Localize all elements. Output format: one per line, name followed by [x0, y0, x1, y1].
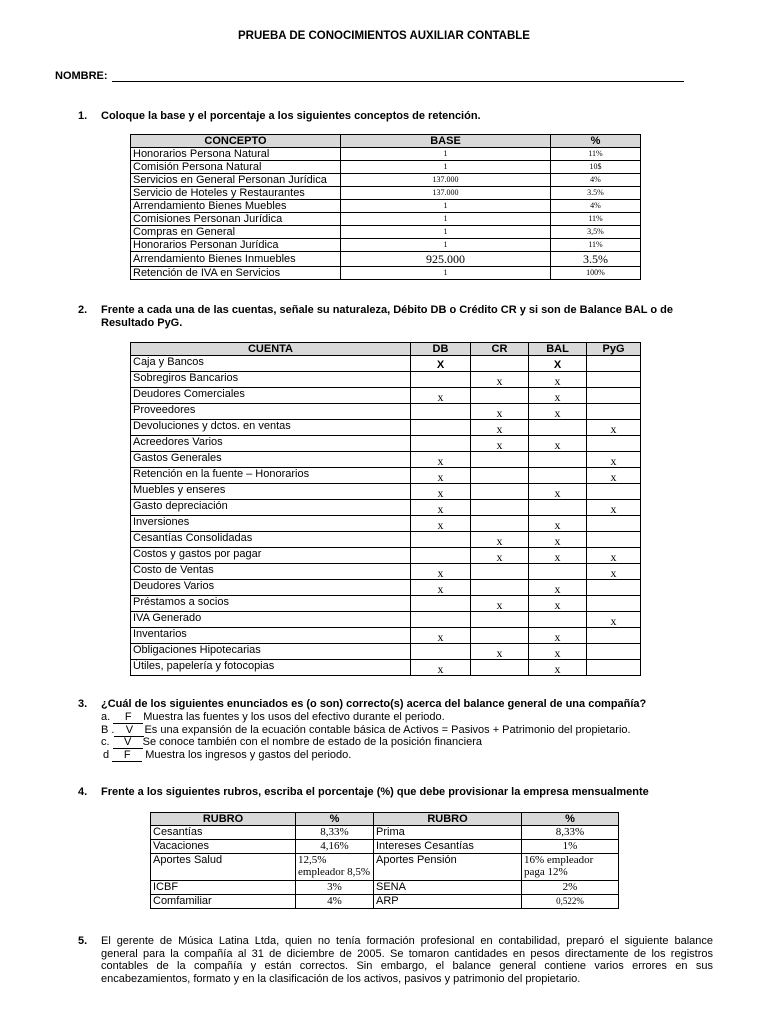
table-row	[131, 404, 641, 420]
table-row	[131, 436, 641, 452]
mark-cell[interactable]: x	[471, 644, 529, 660]
mark-cell[interactable]: x	[411, 660, 471, 676]
mark-cell[interactable]: X	[529, 356, 587, 372]
table-row	[131, 548, 641, 564]
concept-cell: Servicio de Hoteles y Restaurantes	[131, 187, 341, 200]
mark-cell[interactable]: x	[411, 388, 471, 404]
mark-cell[interactable]	[587, 532, 641, 548]
mark-cell[interactable]: x	[529, 660, 587, 676]
column-header: RUBRO	[374, 813, 522, 826]
mark-cell[interactable]: x	[411, 564, 471, 580]
column-header: PyG	[587, 343, 641, 356]
table-header-row	[131, 135, 641, 148]
account-cell: Proveedores	[131, 404, 411, 420]
mark-cell[interactable]	[587, 596, 641, 612]
concept-cell: Honorarios Persona Natural	[131, 148, 341, 161]
mark-cell[interactable]	[587, 404, 641, 420]
option-line	[101, 724, 631, 737]
table-row	[131, 239, 641, 252]
mark-cell[interactable]	[587, 628, 641, 644]
mark-cell[interactable]: x	[471, 548, 529, 564]
percent-cell[interactable]: 4%	[551, 200, 641, 213]
column-header: CONCEPTO	[131, 135, 341, 148]
q3-text: ¿Cuál de los siguientes enunciados es (o son) correcto(s) acerca del balance general de una compañía?	[101, 698, 647, 710]
mark-cell[interactable]	[471, 564, 529, 580]
account-cell: Retención en la fuente – Honorarios	[131, 468, 411, 484]
mark-cell[interactable]: x	[411, 580, 471, 596]
percent-cell[interactable]: 10$	[551, 161, 641, 174]
q1-number: 1.	[78, 110, 88, 122]
account-cell: Deudores Comerciales	[131, 388, 411, 404]
mark-cell[interactable]: x	[471, 596, 529, 612]
mark-cell[interactable]	[471, 484, 529, 500]
mark-cell[interactable]	[587, 644, 641, 660]
mark-cell[interactable]	[587, 484, 641, 500]
mark-cell[interactable]	[411, 548, 471, 564]
table-row	[131, 580, 641, 596]
paragraph-line: encabezamientos, formato y en la clasificación de los activos, pasivos y patrimonio del propietario.	[101, 972, 581, 985]
mark-cell[interactable]: x	[529, 580, 587, 596]
q5-number: 5.	[78, 935, 88, 947]
base-cell[interactable]: 1	[341, 226, 551, 239]
table-row	[131, 372, 641, 388]
mark-cell[interactable]	[471, 388, 529, 404]
mark-cell[interactable]	[587, 388, 641, 404]
base-cell[interactable]: 1	[341, 200, 551, 213]
percent-cell[interactable]: 3.5%	[551, 252, 641, 267]
table-header-row	[131, 343, 641, 356]
column-header: RUBRO	[151, 813, 296, 826]
q2-text-line2: Resultado PyG.	[101, 317, 183, 329]
option-prefix: d	[103, 748, 113, 761]
table-row	[151, 854, 619, 881]
mark-cell[interactable]	[529, 468, 587, 484]
table-row	[131, 612, 641, 628]
mark-cell[interactable]: x	[529, 596, 587, 612]
mark-cell[interactable]	[587, 660, 641, 676]
column-header: %	[522, 813, 619, 826]
account-cell: IVA Generado	[131, 612, 411, 628]
mark-cell[interactable]: x	[471, 436, 529, 452]
base-cell[interactable]: 1	[341, 161, 551, 174]
percent-cell[interactable]: 3,5%	[551, 226, 641, 239]
account-cell: Acreedores Varios	[131, 436, 411, 452]
paragraph-line: contables de la compañía y están correctos. Sin embargo, el balance general contiene varios errores en sus	[101, 960, 713, 972]
item-cell: ARP	[374, 895, 522, 909]
concept-cell: Comisiones Personan Jurídica	[131, 213, 341, 226]
account-cell: Deudores Varios	[131, 580, 411, 596]
item-cell: ICBF	[151, 881, 296, 895]
q3-number: 3.	[78, 698, 88, 710]
table-row	[131, 420, 641, 436]
option-prefix: a.	[101, 711, 114, 723]
mark-cell[interactable]	[529, 564, 587, 580]
column-header: BAL	[529, 343, 587, 356]
mark-cell[interactable]	[411, 612, 471, 628]
mark-cell[interactable]	[471, 452, 529, 468]
mark-cell[interactable]	[471, 356, 529, 372]
column-header: DB	[411, 343, 471, 356]
base-cell[interactable]: 1	[341, 148, 551, 161]
mark-cell[interactable]	[587, 356, 641, 372]
percent-cell[interactable]: 8,33%	[522, 826, 619, 840]
paragraph-line: El gerente de Música Latina Ltda, quien no tenía formación profesional en contabilidad, preparó el siguiente balance	[101, 935, 713, 947]
table-row	[131, 452, 641, 468]
mark-cell[interactable]: x	[587, 420, 641, 436]
mark-cell[interactable]	[411, 372, 471, 388]
item-cell: Prima	[374, 826, 522, 840]
account-cell: Costo de Ventas	[131, 564, 411, 580]
base-cell[interactable]: 1	[341, 213, 551, 226]
table-row	[131, 532, 641, 548]
table-row	[131, 468, 641, 484]
option-answer[interactable]: V	[113, 737, 143, 749]
account-cell: Caja y Bancos	[131, 356, 411, 372]
concept-cell: Comisión Persona Natural	[131, 161, 341, 174]
mark-cell[interactable]: x	[587, 452, 641, 468]
mark-cell[interactable]	[471, 516, 529, 532]
mark-cell[interactable]	[529, 420, 587, 436]
percent-cell[interactable]: 0,522%	[522, 895, 619, 909]
option-prefix: c.	[101, 736, 113, 748]
mark-cell[interactable]: x	[411, 484, 471, 500]
column-header: %	[296, 813, 374, 826]
table-row	[131, 388, 641, 404]
mark-cell[interactable]: x	[529, 548, 587, 564]
table-row	[131, 161, 641, 174]
column-header: BASE	[341, 135, 551, 148]
mark-cell[interactable]	[411, 404, 471, 420]
table-row	[131, 644, 641, 660]
table-row	[131, 516, 641, 532]
mark-cell[interactable]	[529, 500, 587, 516]
q2-text-line1: Frente a cada una de las cuentas, señale su naturaleza, Débito DB o Crédito CR y si son de Balance BAL o de	[101, 304, 673, 316]
table-row	[131, 213, 641, 226]
mark-cell[interactable]: x	[529, 388, 587, 404]
mark-cell[interactable]: x	[471, 420, 529, 436]
percent-cell[interactable]: 1%	[522, 840, 619, 854]
item-cell: Aportes Salud	[151, 854, 296, 881]
table-row	[131, 484, 641, 500]
table-row	[131, 564, 641, 580]
concept-cell: Arrendamiento Bienes Muebles	[131, 200, 341, 213]
q2-number: 2.	[78, 304, 88, 316]
account-cell: Devoluciones y dctos. en ventas	[131, 420, 411, 436]
item-cell: Intereses Cesantías	[374, 840, 522, 854]
mark-cell[interactable]	[471, 580, 529, 596]
percent-cell[interactable]: 100%	[551, 267, 641, 280]
mark-cell[interactable]	[411, 596, 471, 612]
concept-cell: Servicios en General Personan Jurídica	[131, 174, 341, 187]
page-title: PRUEBA DE CONOCIMIENTOS AUXILIAR CONTABLE	[238, 30, 530, 42]
table-row	[131, 500, 641, 516]
mark-cell[interactable]: x	[529, 644, 587, 660]
percent-cell[interactable]: 11%	[551, 239, 641, 252]
mark-cell[interactable]	[411, 644, 471, 660]
mark-cell[interactable]	[411, 532, 471, 548]
paragraph-line: general para la compañía al 31 de diciembre de 2005. Se tomaron cantidades en pesos directamente de los registros	[101, 947, 713, 960]
account-cell: Útiles, papelería y fotocopias	[131, 660, 411, 676]
base-cell[interactable]: 137.000	[341, 187, 551, 200]
mark-cell[interactable]	[471, 500, 529, 516]
mark-cell[interactable]: x	[587, 564, 641, 580]
mark-cell[interactable]	[471, 660, 529, 676]
option-answer[interactable]: F	[112, 750, 142, 762]
table-row	[131, 187, 641, 200]
concept-cell: Compras en General	[131, 226, 341, 239]
account-cell: Muebles y enseres	[131, 484, 411, 500]
q4-number: 4.	[78, 786, 88, 798]
base-cell[interactable]: 137.000	[341, 174, 551, 187]
account-cell: Préstamos a socios	[131, 596, 411, 612]
mark-cell[interactable]: x	[529, 404, 587, 420]
mark-cell[interactable]	[411, 420, 471, 436]
option-text: Se conoce también con el nombre de estado de la posición financiera	[142, 736, 483, 748]
q1-text: Coloque la base y el porcentaje a los siguientes conceptos de retención.	[101, 110, 481, 122]
item-cell: SENA	[374, 881, 522, 895]
option-text: Es una expansión de la ecuación contable básica de Activos = Pasivos + Patrimonio del propietario.	[144, 723, 631, 736]
mark-cell[interactable]: x	[411, 500, 471, 516]
option-prefix: B .	[101, 723, 115, 736]
percent-cell[interactable]: 11%	[551, 213, 641, 226]
column-header: CUENTA	[131, 343, 411, 356]
table-row	[131, 356, 641, 372]
mark-cell[interactable]: x	[411, 468, 471, 484]
percent-cell[interactable]: 4,16%	[296, 840, 374, 854]
option-text: Muestra las fuentes y los usos del efectivo durante el periodo.	[143, 711, 445, 723]
mark-cell[interactable]: x	[411, 516, 471, 532]
table-row	[131, 252, 641, 267]
mark-cell[interactable]	[529, 612, 587, 628]
base-cell[interactable]: 1	[341, 267, 551, 280]
item-cell: Comfamiliar	[151, 895, 296, 909]
account-cell: Inventarios	[131, 628, 411, 644]
mark-cell[interactable]: x	[529, 532, 587, 548]
option-line	[101, 736, 482, 749]
mark-cell[interactable]: x	[471, 372, 529, 388]
provisions-table	[150, 812, 619, 909]
retention-table	[130, 134, 641, 280]
mark-cell[interactable]: x	[587, 500, 641, 516]
mark-cell[interactable]: X	[411, 356, 471, 372]
table-row	[131, 148, 641, 161]
name-label: NOMBRE:	[55, 70, 108, 82]
account-cell: Cesantías Consolidadas	[131, 532, 411, 548]
percent-cell[interactable]: 3.5%	[551, 187, 641, 200]
option-line	[103, 749, 351, 762]
table-row	[151, 826, 619, 840]
option-line	[101, 711, 445, 724]
concept-cell: Honorarios Personan Jurídica	[131, 239, 341, 252]
mark-cell[interactable]: x	[529, 436, 587, 452]
table-header-row	[151, 813, 619, 826]
base-cell[interactable]: 925.000	[341, 252, 551, 267]
percent-cell[interactable]: 11%	[551, 148, 641, 161]
option-answer[interactable]: F	[113, 712, 143, 724]
table-row	[131, 596, 641, 612]
percent-cell[interactable]: 16% empleador paga 12%	[522, 854, 619, 881]
item-cell: Vacaciones	[151, 840, 296, 854]
table-row	[131, 174, 641, 187]
mark-cell[interactable]: x	[471, 404, 529, 420]
mark-cell[interactable]: x	[587, 468, 641, 484]
item-cell: Aportes Pensión	[374, 854, 522, 881]
accounts-table	[130, 342, 641, 676]
table-row	[131, 267, 641, 280]
mark-cell[interactable]: x	[529, 628, 587, 644]
mark-cell[interactable]: x	[587, 612, 641, 628]
table-row	[151, 840, 619, 854]
option-text: Muestra los ingresos y gastos del periodo.	[142, 748, 352, 761]
mark-cell[interactable]	[471, 468, 529, 484]
option-answer[interactable]: V	[114, 725, 144, 737]
mark-cell[interactable]	[587, 580, 641, 596]
column-header: %	[551, 135, 641, 148]
account-cell: Sobregiros Bancarios	[131, 372, 411, 388]
mark-cell[interactable]	[529, 452, 587, 468]
account-cell: Gasto depreciación	[131, 500, 411, 516]
table-row	[131, 628, 641, 644]
percent-cell[interactable]: 4%	[551, 174, 641, 187]
account-cell: Inversiones	[131, 516, 411, 532]
concept-cell: Arrendamiento Bienes Inmuebles	[131, 252, 341, 267]
mark-cell[interactable]: x	[529, 484, 587, 500]
concept-cell: Retención de IVA en Servicios	[131, 267, 341, 280]
q4-text: Frente a los siguientes rubros, escriba el porcentaje (%) que debe provisionar la empresa mensualmente	[101, 786, 649, 798]
item-cell: Cesantías	[151, 826, 296, 840]
table-row	[151, 895, 619, 909]
mark-cell[interactable]	[587, 436, 641, 452]
column-header: CR	[471, 343, 529, 356]
mark-cell[interactable]: x	[529, 516, 587, 532]
base-cell[interactable]: 1	[341, 239, 551, 252]
table-row	[131, 226, 641, 239]
table-row	[131, 660, 641, 676]
table-row	[131, 200, 641, 213]
percent-cell[interactable]: 4%	[296, 895, 374, 909]
mark-cell[interactable]	[411, 436, 471, 452]
mark-cell[interactable]	[471, 628, 529, 644]
mark-cell[interactable]: x	[471, 532, 529, 548]
table-row	[151, 881, 619, 895]
account-cell: Gastos Generales	[131, 452, 411, 468]
percent-cell[interactable]: 8,33%	[296, 826, 374, 840]
mark-cell[interactable]: x	[529, 372, 587, 388]
mark-cell[interactable]: x	[587, 548, 641, 564]
mark-cell[interactable]	[471, 612, 529, 628]
percent-cell[interactable]: 2%	[522, 881, 619, 895]
mark-cell[interactable]	[587, 516, 641, 532]
mark-cell[interactable]: x	[411, 452, 471, 468]
name-field[interactable]	[112, 81, 684, 82]
mark-cell[interactable]: x	[411, 628, 471, 644]
account-cell: Obligaciones Hipotecarias	[131, 644, 411, 660]
percent-cell[interactable]: 3%	[296, 881, 374, 895]
account-cell: Costos y gastos por pagar	[131, 548, 411, 564]
percent-cell[interactable]: 12,5% empleador 8,5%	[296, 854, 374, 881]
mark-cell[interactable]	[587, 372, 641, 388]
